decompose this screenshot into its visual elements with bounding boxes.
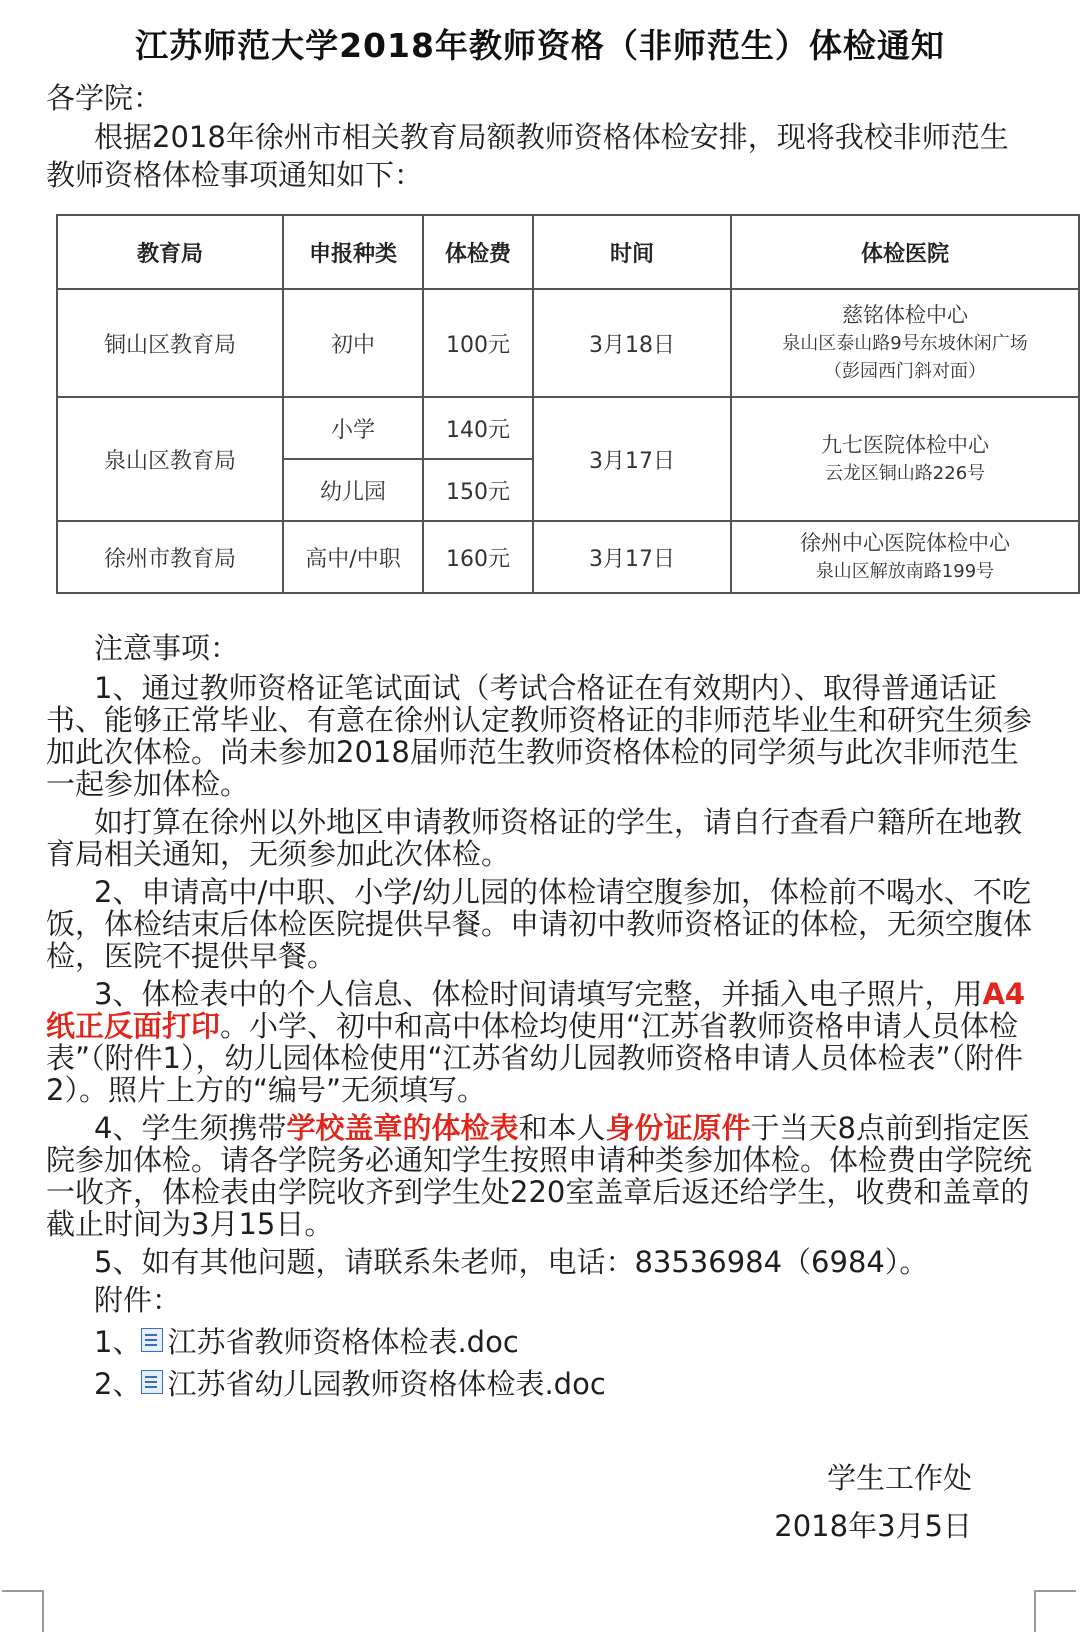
table-row <box>57 521 1079 593</box>
intro-paragraph: 根据2018年徐州市相关教育局额教师资格体检安排，现将我校非师范生教师资格体检事项通知如下： <box>46 120 1009 192</box>
word-doc-icon <box>141 1370 163 1394</box>
attachment-filename[interactable]: 江苏省幼儿园教师资格体检表.doc <box>167 1367 606 1401</box>
hospital-address: 泉山区解放南路199号 <box>815 561 995 582</box>
word-doc-icon <box>141 1328 163 1352</box>
note-item-2: 2、申请高中/中职、小学/幼儿园的体检请空腹参加，体检前不喝水、不吃饭，体检结束后体检医院提供早餐。申请初中教师资格证的体检，无须空腹体检，医院不提供早餐。 <box>46 875 1033 973</box>
hospital-address: 云龙区铜山路226号 <box>824 463 986 484</box>
cell-hospital <box>731 521 1079 593</box>
header-fee: 体检费 <box>423 215 533 289</box>
cell-date: 3月18日 <box>533 289 731 397</box>
header-date: 时间 <box>533 215 731 289</box>
hospital-name: 徐州中心医院体检中心 <box>800 531 1010 555</box>
cell-fee: 100元 <box>423 289 533 397</box>
cell-fee: 160元 <box>423 521 533 593</box>
note-4-emphasis-form: 学校盖章的体检表 <box>286 1111 519 1145</box>
exam-schedule-table <box>56 214 1080 594</box>
note-3-emphasis: A4纸正反面打印 <box>46 977 1026 1043</box>
table-row <box>57 289 1079 397</box>
note-4-text-a: 4、学生须携带 <box>94 1111 287 1145</box>
issue-date: 2018年3月5日 <box>774 1509 972 1543</box>
page-corner-mark <box>2 1590 44 1632</box>
note-item-1-supplement: 如打算在徐州以外地区申请教师资格证的学生，请自行查看户籍所在地教育局相关通知，无须参加此次体检。 <box>46 805 1023 871</box>
attachment-number: 1、 <box>94 1325 142 1359</box>
note-4-emphasis-id: 身份证原件 <box>605 1111 751 1145</box>
note-3-text-a: 3、体检表中的个人信息、体检时间请填写完整，并插入电子照片，用 <box>94 977 983 1011</box>
attachment-item[interactable] <box>46 1368 1036 1400</box>
cell-hospital <box>731 397 1079 521</box>
cell-type: 小学 <box>283 397 423 459</box>
hospital-name: 九七医院体检中心 <box>821 433 989 457</box>
notes-section <box>46 632 1036 1400</box>
cell-bureau: 泉山区教育局 <box>57 397 283 521</box>
header-bureau: 教育局 <box>57 215 283 289</box>
page-corner-mark <box>1034 1590 1076 1632</box>
attachment-filename[interactable]: 江苏省教师资格体检表.doc <box>167 1325 519 1359</box>
signature-block <box>774 1454 972 1550</box>
note-4-text-c: 于当天8点前到指定医院参加体检。请各学院务必通知学生按照申请种类参加体检。体检费由学院统一收齐，体检表由学院收齐到学生处220室盖章后返还给学生，收费和盖章的截止时间为3月15日。 <box>46 1111 1033 1241</box>
table-header-row <box>57 215 1079 289</box>
attachments-label: 附件： <box>94 1283 182 1317</box>
cell-hospital <box>731 289 1079 397</box>
note-4-text-b: 和本人 <box>518 1111 606 1145</box>
cell-type: 初中 <box>283 289 423 397</box>
cell-date: 3月17日 <box>533 397 731 521</box>
attachment-item[interactable] <box>46 1326 1036 1358</box>
issuing-office: 学生工作处 <box>826 1461 972 1495</box>
note-item-1: 1、通过教师资格证笔试面试（考试合格证在有效期内）、取得普通话证书、能够正常毕业、有意在徐州认定教师资格证的非师范毕业生和研究生须参加此次体检。尚未参加2018届师范生教师资格体检的同学须与此次非师范生一起参加体检。 <box>46 671 1033 801</box>
cell-bureau: 铜山区教育局 <box>57 289 283 397</box>
note-item-5: 5、如有其他问题，请联系朱老师，电话：83536984（6984）。 <box>94 1245 929 1279</box>
note-3-text-b: 。小学、初中和高中体检均使用“江苏省教师资格申请人员体检表”（附件1），幼儿园体检使用“江苏省幼儿园教师资格申请人员体检表”（附件2）。照片上方的“编号”无须填写。 <box>46 1009 1024 1107</box>
cell-type: 幼儿园 <box>283 459 423 521</box>
note-item-3 <box>46 978 1036 1106</box>
hospital-address: 泉山区泰山路9号东坡休闲广场 <box>782 333 1028 354</box>
note-item-4 <box>46 1112 1036 1240</box>
salutation: 各学院： <box>46 81 163 115</box>
hospital-address-note: （彭园西门斜对面） <box>824 361 986 382</box>
cell-bureau: 徐州市教育局 <box>57 521 283 593</box>
page-title: 江苏师范大学2018年教师资格（非师范生）体检通知 <box>135 26 945 65</box>
cell-fee: 140元 <box>423 397 533 459</box>
notes-heading: 注意事项： <box>94 631 240 665</box>
cell-date: 3月17日 <box>533 521 731 593</box>
table-row <box>57 397 1079 459</box>
cell-type: 高中/中职 <box>283 521 423 593</box>
cell-fee: 150元 <box>423 459 533 521</box>
header-type: 申报种类 <box>283 215 423 289</box>
header-hospital: 体检医院 <box>731 215 1079 289</box>
hospital-name: 慈铭体检中心 <box>842 303 968 327</box>
attachment-number: 2、 <box>94 1367 142 1401</box>
